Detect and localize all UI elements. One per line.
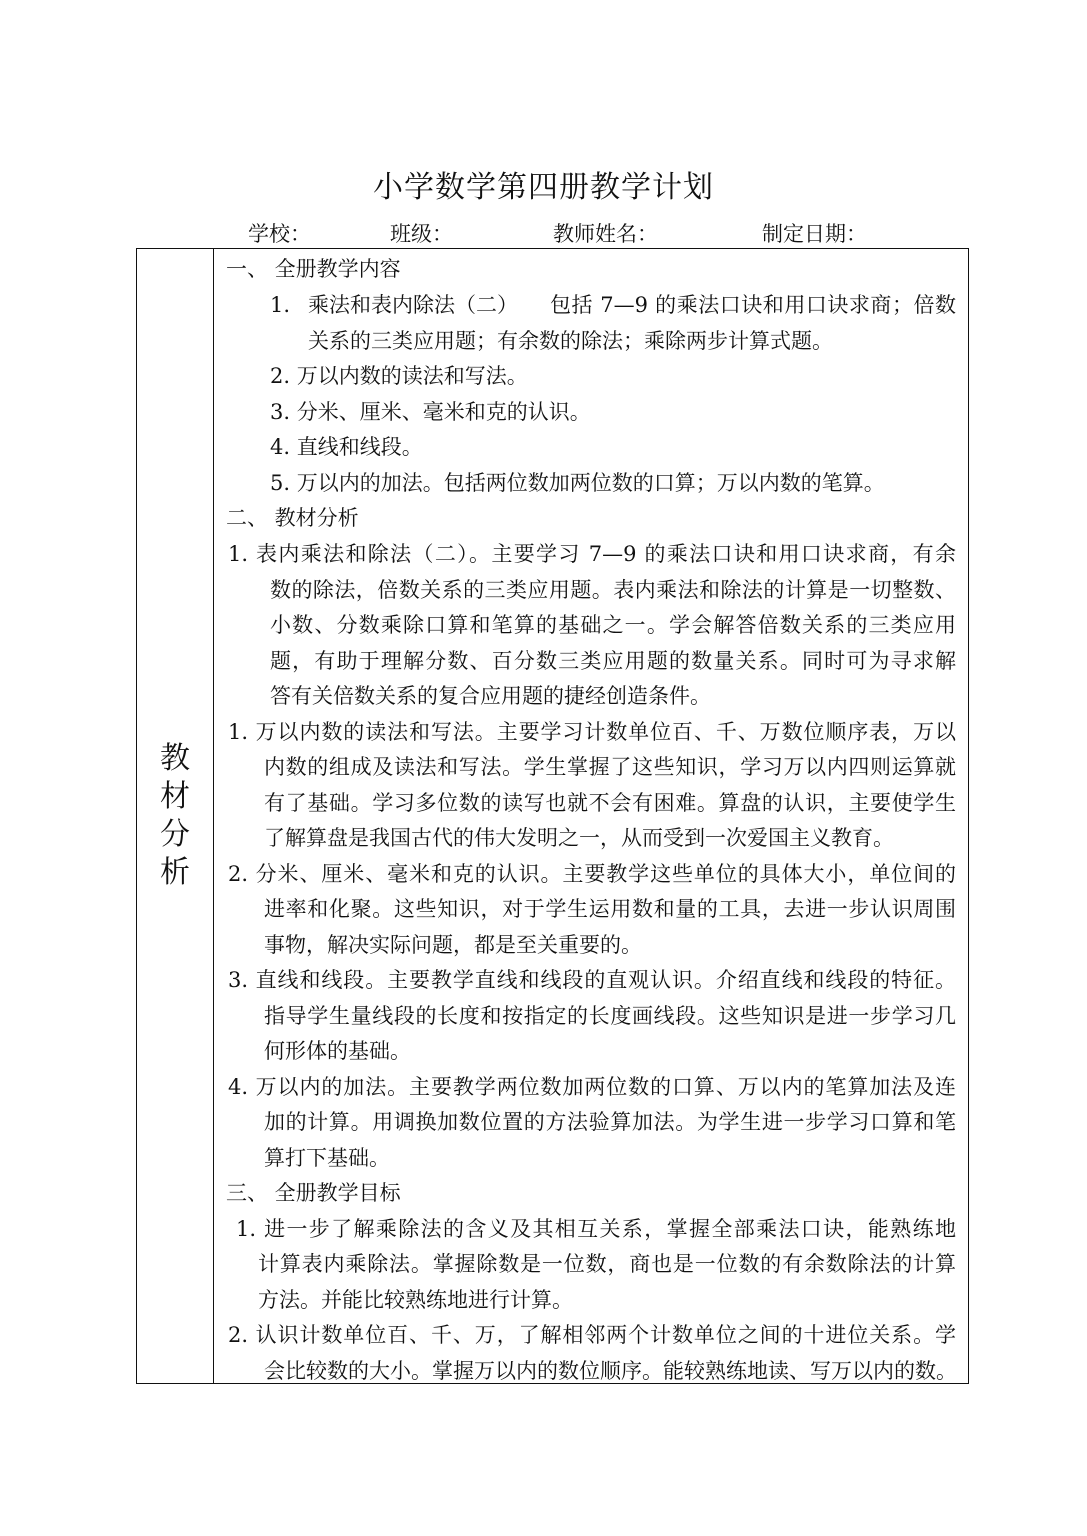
side-label-char: 析: [160, 855, 190, 890]
paragraph-line: 1. 进一步了解乘除法的含义及其相互关系，掌握全部乘法口诀，能熟练地: [236, 1217, 956, 1241]
list-item-text: 3. 分米、厘米、毫米和克的认识。: [270, 400, 591, 424]
list-item-text: 5. 万以内的加法。包括两位数加两位数的口算；万以内数的笔算。: [270, 471, 885, 495]
side-label-char: 分: [160, 817, 190, 852]
paragraph-line: 小数、分数乘除口算和笔算的基础之一。学会解答倍数关系的三类应用: [270, 613, 956, 637]
section-heading: 二、 教材分析: [226, 506, 359, 530]
list-item-text: 包括 7—9 的乘法口诀和用口诀求商；倍数: [550, 293, 956, 317]
paragraph-line: 4. 万以内的加法。主要教学两位数加两位数的口算、万以内的笔算加法及连: [228, 1075, 956, 1099]
plan-table: [136, 248, 969, 1384]
paragraph-line: 方法。并能比较熟练地进行计算。: [258, 1288, 573, 1312]
paragraph-line: 计算表内乘除法。掌握除数是一位数，商也是一位数的有余数除法的计算: [258, 1252, 956, 1276]
paragraph-line: 事物，解决实际问题，都是至关重要的。: [264, 933, 642, 957]
content-cell: [214, 249, 969, 1384]
paragraph-line: 答有关倍数关系的复合应用题的捷经创造条件。: [270, 684, 711, 708]
list-item-text: 2. 万以内数的读法和写法。: [270, 364, 528, 388]
header-info-row: [0, 218, 1087, 248]
paragraph-line: 题，有助于理解分数、百分数三类应用题的数量关系。同时可为寻求解: [270, 649, 956, 673]
paragraph-line: 了解算盘是我国古代的伟大发明之一，从而受到一次爱国主义教育。: [264, 826, 894, 850]
paragraph-line: 加的计算。用调换加数位置的方法验算加法。为学生进一步学习口算和笔: [264, 1110, 956, 1134]
paragraph-line: 会比较数的大小。掌握万以内的数位顺序。能较熟练地读、写万以内的数。: [264, 1359, 957, 1383]
school-label: 学校：: [248, 222, 311, 246]
paragraph-line: 3. 直线和线段。主要教学直线和线段的直观认识。介绍直线和线段的特征。: [228, 968, 956, 992]
paragraph-line: 2. 分米、厘米、毫米和克的认识。主要教学这些单位的具体大小，单位间的: [228, 862, 956, 886]
list-item-number: 1.: [270, 293, 291, 317]
teacher-name-label: 教师姓名：: [553, 222, 658, 246]
list-item-text: 4. 直线和线段。: [270, 435, 423, 459]
class-label: 班级：: [390, 222, 453, 246]
side-label-cell: [137, 249, 214, 1384]
paragraph-line: 算打下基础。: [264, 1146, 390, 1170]
paragraph-line: 2. 认识计数单位百、千、万，了解相邻两个计数单位之间的十进位关系。学: [228, 1323, 956, 1347]
paragraph-line: 数的除法，倍数关系的三类应用题。表内乘法和除法的计算是一切整数、: [270, 578, 956, 602]
paragraph-line: 指导学生量线段的长度和按指定的长度画线段。这些知识是进一步学习几: [264, 1004, 956, 1028]
side-label-char: 材: [160, 779, 190, 814]
paragraph-line: 有了基础。学习多位数的读写也就不会有困难。算盘的认识，主要使学生: [264, 791, 956, 815]
list-item-text: 关系的三类应用题；有余数的除法；乘除两步计算式题。: [308, 329, 833, 353]
paragraph-line: 内数的组成及读法和写法。学生掌握了这些知识，学习万以内四则运算就: [264, 755, 956, 779]
section-heading: 一、 全册教学内容: [226, 257, 401, 281]
paragraph-line: 1. 表内乘法和除法（二）。主要学习 7—9 的乘法口诀和用口诀求商，有余: [228, 542, 956, 566]
content-body: [214, 249, 968, 1383]
page-title: 小学数学第四册教学计划: [373, 170, 714, 205]
list-item-title: 乘法和表内除法（二）: [308, 293, 518, 317]
section-heading: 三、 全册教学目标: [226, 1181, 401, 1205]
paragraph-line: 进率和化聚。这些知识，对于学生运用数和量的工具，去进一步认识周围: [264, 897, 956, 921]
paragraph-line: 何形体的基础。: [264, 1039, 411, 1063]
date-label: 制定日期：: [762, 222, 867, 246]
side-label-char: 教: [160, 741, 190, 776]
paragraph-line: 1. 万以内数的读法和写法。主要学习计数单位百、千、万数位顺序表，万以: [228, 720, 956, 744]
